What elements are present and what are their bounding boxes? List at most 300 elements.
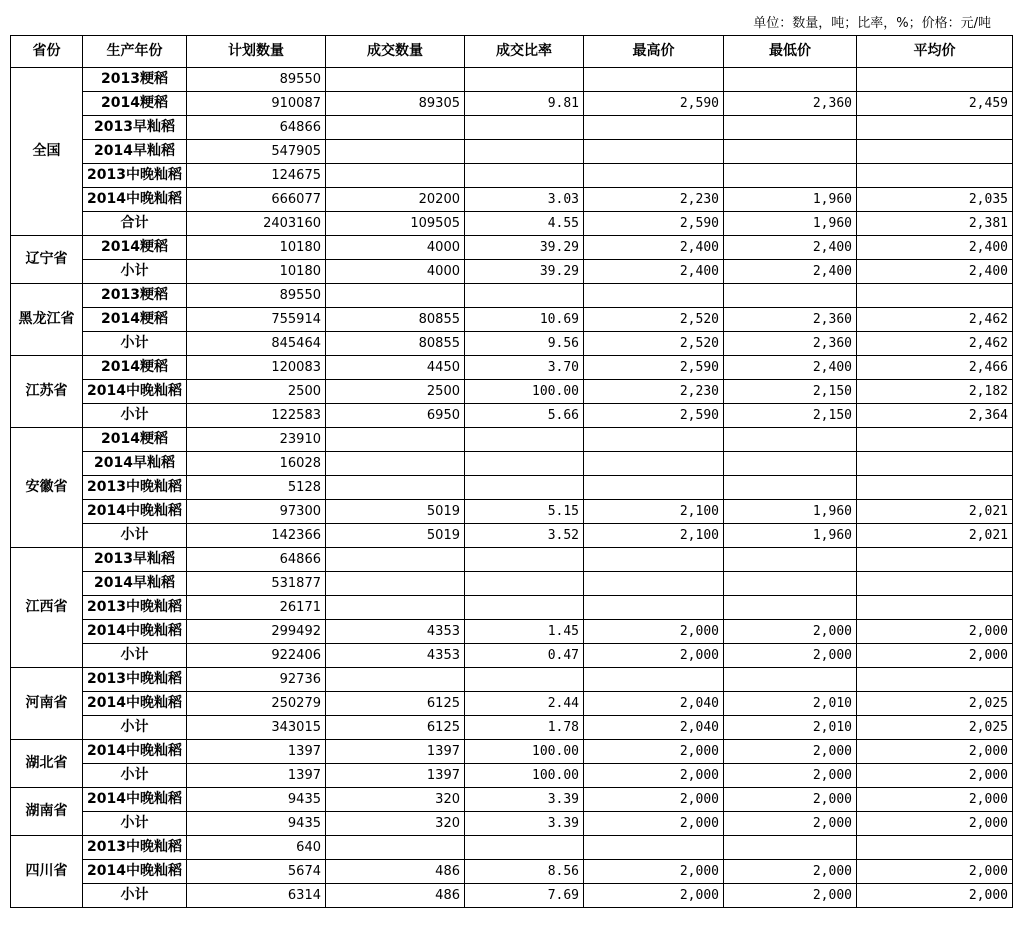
table-row (11, 764, 1013, 788)
production-year-cell: 2013早籼稻 (83, 116, 187, 140)
deal-ratio-cell (465, 140, 584, 164)
lowest-price-cell (724, 668, 857, 692)
planned-quantity-cell: 845464 (187, 332, 326, 356)
average-price-cell: 2,000 (857, 884, 1013, 908)
table-row (11, 596, 1013, 620)
lowest-price-cell (724, 116, 857, 140)
average-price-cell: 2,182 (857, 380, 1013, 404)
deal-ratio-cell: 4.55 (465, 212, 584, 236)
table-row (11, 68, 1013, 92)
lowest-price-cell: 1,960 (724, 500, 857, 524)
highest-price-cell (584, 452, 724, 476)
deal-ratio-cell: 10.69 (465, 308, 584, 332)
deal-quantity-cell: 6125 (326, 716, 465, 740)
average-price-cell: 2,466 (857, 356, 1013, 380)
table-row (11, 404, 1013, 428)
table-row (11, 212, 1013, 236)
deal-ratio-cell: 2.44 (465, 692, 584, 716)
deal-ratio-cell: 3.39 (465, 812, 584, 836)
header-province: 省份 (11, 36, 83, 68)
deal-quantity-cell: 6125 (326, 692, 465, 716)
production-year-cell: 2013粳稻 (83, 68, 187, 92)
production-year-cell: 2014早籼稻 (83, 452, 187, 476)
production-year-cell: 2013中晚籼稻 (83, 164, 187, 188)
deal-quantity-cell: 6950 (326, 404, 465, 428)
planned-quantity-cell: 250279 (187, 692, 326, 716)
planned-quantity-cell: 6314 (187, 884, 326, 908)
highest-price-cell: 2,000 (584, 620, 724, 644)
province-cell: 江西省 (11, 548, 83, 668)
average-price-cell (857, 284, 1013, 308)
deal-quantity-cell: 80855 (326, 308, 465, 332)
header-highest-price: 最高价 (584, 36, 724, 68)
highest-price-cell (584, 284, 724, 308)
average-price-cell: 2,000 (857, 764, 1013, 788)
table-row (11, 284, 1013, 308)
deal-quantity-cell: 1397 (326, 764, 465, 788)
province-cell: 湖南省 (11, 788, 83, 836)
lowest-price-cell: 2,360 (724, 92, 857, 116)
deal-ratio-cell: 100.00 (465, 740, 584, 764)
table-row (11, 836, 1013, 860)
average-price-cell (857, 668, 1013, 692)
lowest-price-cell: 2,010 (724, 716, 857, 740)
lowest-price-cell: 2,400 (724, 356, 857, 380)
average-price-cell: 2,462 (857, 332, 1013, 356)
header-deal-quantity: 成交数量 (326, 36, 465, 68)
planned-quantity-cell: 142366 (187, 524, 326, 548)
production-year-cell: 2013中晚籼稻 (83, 596, 187, 620)
table-row (11, 644, 1013, 668)
average-price-cell: 2,035 (857, 188, 1013, 212)
planned-quantity-cell: 2500 (187, 380, 326, 404)
table-row (11, 884, 1013, 908)
average-price-cell: 2,000 (857, 812, 1013, 836)
highest-price-cell: 2,520 (584, 332, 724, 356)
deal-ratio-cell: 7.69 (465, 884, 584, 908)
average-price-cell (857, 572, 1013, 596)
planned-quantity-cell: 97300 (187, 500, 326, 524)
planned-quantity-cell: 92736 (187, 668, 326, 692)
lowest-price-cell: 2,360 (724, 332, 857, 356)
table-row (11, 164, 1013, 188)
lowest-price-cell: 1,960 (724, 188, 857, 212)
deal-quantity-cell (326, 668, 465, 692)
planned-quantity-cell: 299492 (187, 620, 326, 644)
lowest-price-cell (724, 284, 857, 308)
lowest-price-cell (724, 572, 857, 596)
production-year-cell: 2014早籼稻 (83, 140, 187, 164)
highest-price-cell: 2,000 (584, 812, 724, 836)
table-row (11, 620, 1013, 644)
lowest-price-cell (724, 428, 857, 452)
header-row (11, 36, 1013, 68)
deal-ratio-cell: 0.47 (465, 644, 584, 668)
deal-ratio-cell: 3.70 (465, 356, 584, 380)
average-price-cell: 2,459 (857, 92, 1013, 116)
province-cell: 安徽省 (11, 428, 83, 548)
production-year-cell: 2013早籼稻 (83, 548, 187, 572)
production-year-cell: 小计 (83, 332, 187, 356)
deal-quantity-cell (326, 596, 465, 620)
table-row (11, 140, 1013, 164)
table-row (11, 428, 1013, 452)
deal-ratio-cell (465, 548, 584, 572)
highest-price-cell (584, 836, 724, 860)
production-year-cell: 2014中晚籼稻 (83, 788, 187, 812)
planned-quantity-cell: 755914 (187, 308, 326, 332)
deal-quantity-cell: 320 (326, 812, 465, 836)
production-year-cell: 2013粳稻 (83, 284, 187, 308)
highest-price-cell (584, 428, 724, 452)
planned-quantity-cell: 5128 (187, 476, 326, 500)
lowest-price-cell: 2,400 (724, 236, 857, 260)
lowest-price-cell: 2,000 (724, 764, 857, 788)
lowest-price-cell: 2,000 (724, 788, 857, 812)
deal-quantity-cell (326, 116, 465, 140)
average-price-cell (857, 452, 1013, 476)
deal-quantity-cell: 89305 (326, 92, 465, 116)
production-year-cell: 2013中晚籼稻 (83, 836, 187, 860)
deal-quantity-cell: 80855 (326, 332, 465, 356)
province-cell: 全国 (11, 68, 83, 236)
deal-ratio-cell (465, 572, 584, 596)
header-deal-ratio: 成交比率 (465, 36, 584, 68)
deal-ratio-cell (465, 68, 584, 92)
lowest-price-cell: 2,000 (724, 740, 857, 764)
planned-quantity-cell: 10180 (187, 236, 326, 260)
table-row (11, 452, 1013, 476)
average-price-cell: 2,364 (857, 404, 1013, 428)
average-price-cell: 2,000 (857, 860, 1013, 884)
deal-quantity-cell: 5019 (326, 524, 465, 548)
production-year-cell: 2014中晚籼稻 (83, 380, 187, 404)
table-row (11, 188, 1013, 212)
planned-quantity-cell: 1397 (187, 764, 326, 788)
lowest-price-cell: 2,000 (724, 884, 857, 908)
production-year-cell: 2013中晚籼稻 (83, 668, 187, 692)
deal-ratio-cell: 9.56 (465, 332, 584, 356)
planned-quantity-cell: 666077 (187, 188, 326, 212)
average-price-cell: 2,021 (857, 500, 1013, 524)
lowest-price-cell (724, 452, 857, 476)
average-price-cell: 2,400 (857, 260, 1013, 284)
average-price-cell: 2,462 (857, 308, 1013, 332)
auction-results-table (10, 35, 1013, 908)
highest-price-cell (584, 140, 724, 164)
production-year-cell: 2014中晚籼稻 (83, 500, 187, 524)
deal-quantity-cell (326, 284, 465, 308)
production-year-cell: 合计 (83, 212, 187, 236)
header-production-year: 生产年份 (83, 36, 187, 68)
planned-quantity-cell: 922406 (187, 644, 326, 668)
deal-ratio-cell: 39.29 (465, 236, 584, 260)
highest-price-cell: 2,230 (584, 380, 724, 404)
header-average-price: 平均价 (857, 36, 1013, 68)
deal-quantity-cell: 486 (326, 884, 465, 908)
highest-price-cell: 2,000 (584, 644, 724, 668)
table-row (11, 116, 1013, 140)
planned-quantity-cell: 910087 (187, 92, 326, 116)
deal-quantity-cell: 486 (326, 860, 465, 884)
production-year-cell: 2013中晚籼稻 (83, 476, 187, 500)
highest-price-cell: 2,000 (584, 788, 724, 812)
highest-price-cell: 2,400 (584, 260, 724, 284)
highest-price-cell: 2,520 (584, 308, 724, 332)
province-cell: 江苏省 (11, 356, 83, 428)
deal-ratio-cell: 1.45 (465, 620, 584, 644)
highest-price-cell: 2,590 (584, 92, 724, 116)
planned-quantity-cell: 23910 (187, 428, 326, 452)
lowest-price-cell: 1,960 (724, 212, 857, 236)
average-price-cell: 2,000 (857, 620, 1013, 644)
production-year-cell: 2014中晚籼稻 (83, 692, 187, 716)
table-row (11, 692, 1013, 716)
average-price-cell (857, 140, 1013, 164)
deal-ratio-cell: 3.52 (465, 524, 584, 548)
production-year-cell: 2014粳稻 (83, 308, 187, 332)
table-row (11, 92, 1013, 116)
deal-ratio-cell (465, 428, 584, 452)
average-price-cell: 2,000 (857, 788, 1013, 812)
planned-quantity-cell: 124675 (187, 164, 326, 188)
lowest-price-cell: 2,000 (724, 620, 857, 644)
production-year-cell: 2014中晚籼稻 (83, 740, 187, 764)
average-price-cell: 2,400 (857, 236, 1013, 260)
planned-quantity-cell: 10180 (187, 260, 326, 284)
planned-quantity-cell: 1397 (187, 740, 326, 764)
lowest-price-cell (724, 140, 857, 164)
table-row (11, 500, 1013, 524)
table-row (11, 356, 1013, 380)
highest-price-cell (584, 572, 724, 596)
deal-ratio-cell: 5.15 (465, 500, 584, 524)
highest-price-cell (584, 116, 724, 140)
table-row (11, 260, 1013, 284)
province-cell: 黑龙江省 (11, 284, 83, 356)
table-row (11, 860, 1013, 884)
header-planned-quantity: 计划数量 (187, 36, 326, 68)
highest-price-cell: 2,230 (584, 188, 724, 212)
table-row (11, 788, 1013, 812)
deal-ratio-cell: 100.00 (465, 380, 584, 404)
province-cell: 四川省 (11, 836, 83, 908)
lowest-price-cell: 2,400 (724, 260, 857, 284)
production-year-cell: 小计 (83, 764, 187, 788)
deal-quantity-cell (326, 452, 465, 476)
production-year-cell: 小计 (83, 812, 187, 836)
planned-quantity-cell: 9435 (187, 788, 326, 812)
deal-quantity-cell: 1397 (326, 740, 465, 764)
planned-quantity-cell: 640 (187, 836, 326, 860)
highest-price-cell: 2,000 (584, 740, 724, 764)
highest-price-cell: 2,590 (584, 212, 724, 236)
deal-quantity-cell: 4353 (326, 644, 465, 668)
planned-quantity-cell: 16028 (187, 452, 326, 476)
deal-ratio-cell: 9.81 (465, 92, 584, 116)
lowest-price-cell: 2,000 (724, 644, 857, 668)
deal-quantity-cell (326, 428, 465, 452)
average-price-cell: 2,025 (857, 692, 1013, 716)
lowest-price-cell: 2,150 (724, 380, 857, 404)
deal-quantity-cell: 4353 (326, 620, 465, 644)
lowest-price-cell: 2,000 (724, 812, 857, 836)
deal-ratio-cell: 1.78 (465, 716, 584, 740)
production-year-cell: 小计 (83, 884, 187, 908)
table-row (11, 476, 1013, 500)
planned-quantity-cell: 343015 (187, 716, 326, 740)
planned-quantity-cell: 64866 (187, 116, 326, 140)
table-row (11, 236, 1013, 260)
production-year-cell: 2014中晚籼稻 (83, 620, 187, 644)
production-year-cell: 2014粳稻 (83, 236, 187, 260)
highest-price-cell: 2,000 (584, 764, 724, 788)
highest-price-cell: 2,040 (584, 716, 724, 740)
deal-quantity-cell (326, 476, 465, 500)
lowest-price-cell: 1,960 (724, 524, 857, 548)
lowest-price-cell: 2,010 (724, 692, 857, 716)
highest-price-cell: 2,000 (584, 860, 724, 884)
unit-note: 单位：数量，吨；比率，%；价格：元/吨 (753, 16, 991, 31)
deal-ratio-cell (465, 668, 584, 692)
highest-price-cell (584, 668, 724, 692)
production-year-cell: 2014中晚籼稻 (83, 860, 187, 884)
deal-quantity-cell (326, 836, 465, 860)
table-row (11, 548, 1013, 572)
deal-ratio-cell: 3.03 (465, 188, 584, 212)
deal-ratio-cell (465, 164, 584, 188)
average-price-cell (857, 68, 1013, 92)
deal-quantity-cell: 4450 (326, 356, 465, 380)
highest-price-cell: 2,100 (584, 500, 724, 524)
average-price-cell (857, 548, 1013, 572)
highest-price-cell: 2,400 (584, 236, 724, 260)
average-price-cell: 2,381 (857, 212, 1013, 236)
deal-ratio-cell: 5.66 (465, 404, 584, 428)
table-row (11, 668, 1013, 692)
production-year-cell: 小计 (83, 404, 187, 428)
average-price-cell: 2,000 (857, 740, 1013, 764)
average-price-cell (857, 428, 1013, 452)
lowest-price-cell (724, 476, 857, 500)
lowest-price-cell (724, 68, 857, 92)
average-price-cell (857, 116, 1013, 140)
average-price-cell (857, 476, 1013, 500)
production-year-cell: 2014早籼稻 (83, 572, 187, 596)
planned-quantity-cell: 26171 (187, 596, 326, 620)
planned-quantity-cell: 9435 (187, 812, 326, 836)
lowest-price-cell: 2,150 (724, 404, 857, 428)
deal-quantity-cell (326, 68, 465, 92)
planned-quantity-cell: 89550 (187, 68, 326, 92)
highest-price-cell (584, 164, 724, 188)
table-row (11, 332, 1013, 356)
table-row (11, 716, 1013, 740)
production-year-cell: 2014粳稻 (83, 428, 187, 452)
highest-price-cell: 2,000 (584, 884, 724, 908)
planned-quantity-cell: 5674 (187, 860, 326, 884)
deal-quantity-cell (326, 572, 465, 596)
table-row (11, 812, 1013, 836)
deal-quantity-cell: 109505 (326, 212, 465, 236)
highest-price-cell (584, 596, 724, 620)
deal-quantity-cell: 320 (326, 788, 465, 812)
deal-quantity-cell (326, 548, 465, 572)
deal-ratio-cell (465, 452, 584, 476)
deal-quantity-cell: 4000 (326, 260, 465, 284)
province-cell: 河南省 (11, 668, 83, 740)
lowest-price-cell: 2,360 (724, 308, 857, 332)
highest-price-cell (584, 548, 724, 572)
table-row (11, 572, 1013, 596)
deal-quantity-cell (326, 164, 465, 188)
deal-quantity-cell (326, 140, 465, 164)
lowest-price-cell (724, 836, 857, 860)
deal-quantity-cell: 5019 (326, 500, 465, 524)
highest-price-cell (584, 476, 724, 500)
lowest-price-cell (724, 548, 857, 572)
table-row (11, 380, 1013, 404)
planned-quantity-cell: 531877 (187, 572, 326, 596)
lowest-price-cell (724, 164, 857, 188)
production-year-cell: 小计 (83, 716, 187, 740)
deal-ratio-cell (465, 284, 584, 308)
average-price-cell: 2,021 (857, 524, 1013, 548)
production-year-cell: 小计 (83, 260, 187, 284)
province-cell: 湖北省 (11, 740, 83, 788)
planned-quantity-cell: 120083 (187, 356, 326, 380)
deal-ratio-cell: 8.56 (465, 860, 584, 884)
production-year-cell: 2014粳稻 (83, 92, 187, 116)
planned-quantity-cell: 2403160 (187, 212, 326, 236)
province-cell: 辽宁省 (11, 236, 83, 284)
production-year-cell: 2014中晚籼稻 (83, 188, 187, 212)
table-row (11, 740, 1013, 764)
highest-price-cell (584, 68, 724, 92)
deal-ratio-cell: 100.00 (465, 764, 584, 788)
planned-quantity-cell: 64866 (187, 548, 326, 572)
table-row (11, 308, 1013, 332)
deal-quantity-cell: 2500 (326, 380, 465, 404)
production-year-cell: 小计 (83, 524, 187, 548)
deal-ratio-cell: 3.39 (465, 788, 584, 812)
production-year-cell: 2014粳稻 (83, 356, 187, 380)
production-year-cell: 小计 (83, 644, 187, 668)
highest-price-cell: 2,100 (584, 524, 724, 548)
deal-quantity-cell: 20200 (326, 188, 465, 212)
highest-price-cell: 2,590 (584, 404, 724, 428)
average-price-cell (857, 836, 1013, 860)
table-row (11, 524, 1013, 548)
table-body (11, 68, 1013, 908)
lowest-price-cell: 2,000 (724, 860, 857, 884)
lowest-price-cell (724, 596, 857, 620)
deal-ratio-cell (465, 116, 584, 140)
planned-quantity-cell: 89550 (187, 284, 326, 308)
deal-quantity-cell: 4000 (326, 236, 465, 260)
average-price-cell: 2,000 (857, 644, 1013, 668)
highest-price-cell: 2,040 (584, 692, 724, 716)
deal-ratio-cell: 39.29 (465, 260, 584, 284)
planned-quantity-cell: 547905 (187, 140, 326, 164)
average-price-cell (857, 164, 1013, 188)
planned-quantity-cell: 122583 (187, 404, 326, 428)
deal-ratio-cell (465, 476, 584, 500)
header-lowest-price: 最低价 (724, 36, 857, 68)
average-price-cell: 2,025 (857, 716, 1013, 740)
average-price-cell (857, 596, 1013, 620)
deal-ratio-cell (465, 836, 584, 860)
